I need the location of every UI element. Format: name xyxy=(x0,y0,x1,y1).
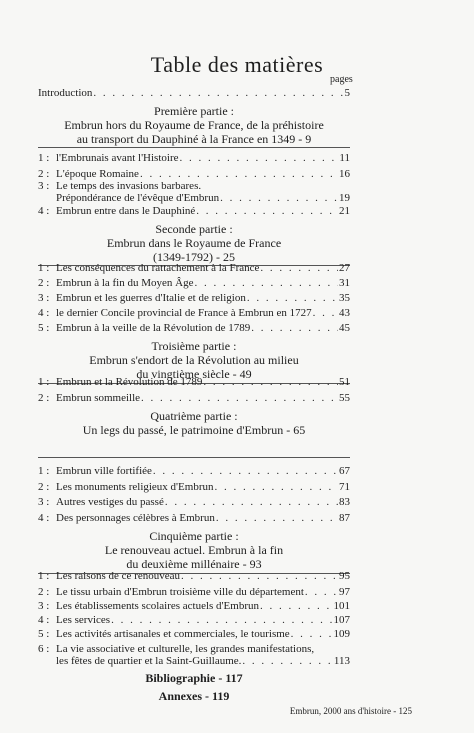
part-subtitle-line: Embrun s'endort de la Révolution au milieu xyxy=(89,353,299,367)
chapter-title-line: les fêtes de quartier et la Saint-Guillaume. xyxy=(56,655,242,667)
chapter-page: 16 xyxy=(339,168,350,180)
chapter-title-line: La vie associative et culturelle, les grandes manifestations, xyxy=(56,643,315,655)
chapter-number: 4 : xyxy=(38,512,50,524)
part-subtitle-line: Embrun dans le Royaume de France xyxy=(106,236,282,250)
dot-leader xyxy=(313,307,338,320)
part-subtitle-line: Le renouveau actuel. Embrun à la fin xyxy=(104,543,284,557)
chapter-number: 1 : xyxy=(38,152,50,164)
chapter-number: 2 : xyxy=(38,277,50,289)
dot-leader xyxy=(180,152,339,165)
toc-entry[interactable] xyxy=(38,655,350,668)
chapter-number: 2 : xyxy=(38,586,50,598)
entry-label: Introduction xyxy=(38,87,93,99)
dot-leader xyxy=(181,570,338,583)
toc-entry[interactable] xyxy=(38,512,350,525)
chapter-page: 87 xyxy=(339,512,350,524)
chapter-number: 5 : xyxy=(38,628,50,640)
chapter-page: 109 xyxy=(333,628,350,640)
toc-entry[interactable] xyxy=(38,292,350,305)
toc-entry[interactable] xyxy=(38,614,350,627)
chapter-page: 83 xyxy=(339,496,350,508)
chapter-page: 45 xyxy=(339,322,350,334)
chapter-number: 1 : xyxy=(38,465,50,477)
chapter-page: 101 xyxy=(333,600,350,612)
chapter-number: 2 : xyxy=(38,481,50,493)
chapter-title: Embrun sommeille xyxy=(56,392,141,404)
dot-leader xyxy=(214,481,338,494)
part-subtitle-line: du deuxième millénaire - 93 xyxy=(126,557,262,571)
dot-leader xyxy=(242,655,333,668)
toc-entry[interactable] xyxy=(38,628,350,641)
chapter-page: 113 xyxy=(333,655,350,667)
chapter-page: 31 xyxy=(339,277,350,289)
chapter-number: 6 : xyxy=(38,643,50,655)
chapter-page: 71 xyxy=(339,481,350,493)
section-divider xyxy=(38,457,350,458)
chapter-number: 3 : xyxy=(38,496,50,508)
toc-entry[interactable] xyxy=(38,277,350,290)
section-divider xyxy=(38,147,350,148)
toc-entry-introduction[interactable] xyxy=(38,87,350,100)
chapter-title: Embrun entre dans le Dauphiné xyxy=(56,205,196,217)
chapter-title: Embrun à la veille de la Révolution de 1789 xyxy=(56,322,251,334)
dot-leader xyxy=(194,277,338,290)
dot-leader xyxy=(291,628,333,641)
dot-leader xyxy=(196,205,338,218)
chapter-title: Le tissu urbain d'Embrun troisième ville du département xyxy=(56,586,304,598)
chapter-number: 4 : xyxy=(38,614,50,626)
chapter-title: Embrun et la Révolution de 1789 xyxy=(56,376,203,388)
toc-entry[interactable] xyxy=(38,307,350,320)
dot-leader xyxy=(251,322,338,335)
chapter-title: Embrun à la fin du Moyen Âge xyxy=(56,277,194,289)
chapter-page: 55 xyxy=(339,392,350,404)
toc-entry[interactable] xyxy=(38,465,350,478)
chapter-page: 43 xyxy=(339,307,350,319)
part-heading: Première partie : xyxy=(154,104,234,118)
page-title: Table des matières xyxy=(150,52,324,77)
chapter-page: 67 xyxy=(339,465,350,477)
toc-entry[interactable] xyxy=(38,322,350,335)
chapter-page: 19 xyxy=(339,192,350,204)
dot-leader xyxy=(111,614,332,627)
chapter-number: 3 : xyxy=(38,600,50,612)
pages-column-label: pages xyxy=(330,74,353,85)
chapter-title: Les activités artisanales et commerciales, le tourisme xyxy=(56,628,290,640)
dot-leader xyxy=(141,392,338,405)
chapter-title: Les raisons de ce renouveau xyxy=(56,570,181,582)
dot-leader xyxy=(260,600,333,613)
dot-leader xyxy=(260,262,338,275)
chapter-page: 97 xyxy=(339,586,350,598)
chapter-number: 1 : xyxy=(38,262,50,274)
toc-entry[interactable] xyxy=(38,570,350,583)
toc-entry[interactable] xyxy=(38,481,350,494)
dot-leader xyxy=(305,586,338,599)
chapter-title: Les établissements scolaires actuels d'Embrun xyxy=(56,600,259,612)
chapter-title: Autres vestiges du passé xyxy=(56,496,164,508)
chapter-page: 11 xyxy=(339,152,350,164)
chapter-page: 27 xyxy=(339,262,350,274)
chapter-title: Les services xyxy=(56,614,111,626)
chapter-number: 1 : xyxy=(38,376,50,388)
chapter-page: 107 xyxy=(333,614,350,626)
chapter-page: 51 xyxy=(339,376,350,388)
entry-page: 5 xyxy=(344,87,350,99)
chapter-number: 2 : xyxy=(38,392,50,404)
part-subtitle-line: (1349-1792) - 25 xyxy=(153,250,235,264)
part-heading: Troisième partie : xyxy=(151,339,237,353)
part-subtitle-line: du vingtième siècle - 49 xyxy=(136,367,252,381)
chapter-page: 35 xyxy=(339,292,350,304)
chapter-number: 2 : xyxy=(38,168,50,180)
dot-leader xyxy=(216,512,338,525)
chapter-number: 4 : xyxy=(38,205,50,217)
dot-leader xyxy=(93,87,343,100)
part-subtitle-line: Un legs du passé, le patrimoine d'Embrun - 65 xyxy=(82,423,306,437)
part-heading: Cinquième partie : xyxy=(149,529,239,543)
chapter-title: Embrun et les guerres d'Italie et de religion xyxy=(56,292,246,304)
chapter-page: 21 xyxy=(339,205,350,217)
chapter-title: Les conséquences du rattachement à la France xyxy=(56,262,260,274)
chapter-number: 5 : xyxy=(38,322,50,334)
dot-leader xyxy=(165,496,338,509)
chapter-title: le dernier Concile provincial de France à Embrun en 1727 xyxy=(56,307,312,319)
toc-entry[interactable] xyxy=(38,262,350,275)
toc-entry[interactable] xyxy=(38,586,350,599)
part-heading: Quatrième partie : xyxy=(150,409,238,423)
chapter-title: Les monuments religieux d'Embrun xyxy=(56,481,214,493)
chapter-number: 3 : xyxy=(38,180,50,192)
toc-entry[interactable] xyxy=(38,376,350,389)
toc-entry[interactable] xyxy=(38,600,350,613)
chapter-title: Embrun ville fortifiée xyxy=(56,465,152,477)
toc-entry[interactable] xyxy=(38,496,350,509)
annexes-entry[interactable]: Annexes - 119 xyxy=(158,689,230,703)
chapter-page: 95 xyxy=(339,570,350,582)
page-footer: Embrun, 2000 ans d'histoire - 125 xyxy=(289,706,412,716)
chapter-title-line: Le temps des invasions barbares. xyxy=(56,180,202,192)
chapter-title-line: Prépondérance de l'évêque d'Embrun xyxy=(56,192,220,204)
dot-leader xyxy=(203,376,338,389)
chapter-title: L'époque Romaine xyxy=(56,168,139,180)
bibliography-entry[interactable]: Bibliographie - 117 xyxy=(145,671,243,685)
chapter-number: 4 : xyxy=(38,307,50,319)
toc-entry[interactable] xyxy=(38,392,350,405)
part-heading: Seconde partie : xyxy=(155,222,233,236)
chapter-number: 1 : xyxy=(38,570,50,582)
toc-entry[interactable] xyxy=(38,205,350,218)
chapter-title: l'Embrunais avant l'Histoire xyxy=(56,152,179,164)
dot-leader xyxy=(220,192,338,205)
toc-entry[interactable] xyxy=(38,192,350,205)
part-subtitle-line: au transport du Dauphiné à la France en 1349 - 9 xyxy=(76,132,312,146)
chapter-number: 3 : xyxy=(38,292,50,304)
dot-leader xyxy=(247,292,338,305)
part-subtitle-line: Embrun hors du Royaume de France, de la préhistoire xyxy=(64,118,324,132)
toc-entry[interactable] xyxy=(38,152,350,165)
dot-leader xyxy=(153,465,338,478)
chapter-title: Des personnages célèbres à Embrun xyxy=(56,512,215,524)
